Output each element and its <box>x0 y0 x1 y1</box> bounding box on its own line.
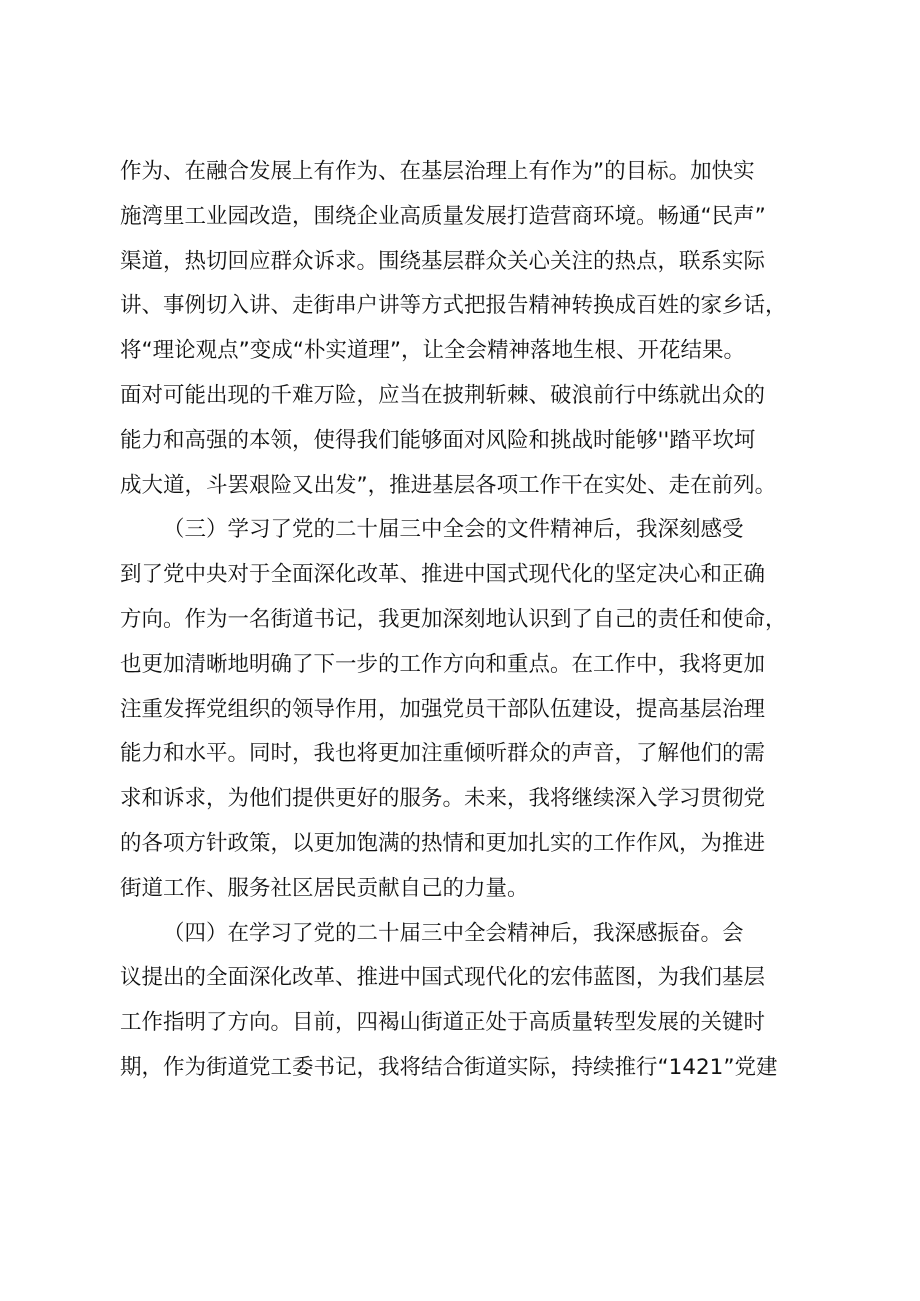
text-line: 议提出的全面深化改革、推进中国式现代化的宏伟蓝图，为我们基层 <box>120 965 766 991</box>
text-line: 面对可能出现的千难万险，应当在披荆斩棘、破浪前行中练就出众的 <box>120 382 766 408</box>
text-line: 渠道，热切回应群众诉求。围绕基层群众关心关注的热点，联系实际 <box>120 248 766 274</box>
text-line: 的各项方针政策，以更加饱满的热情和更加扎实的工作作风，为推进 <box>120 830 766 856</box>
text-line: 施湾里工业园改造，围绕企业高质量发展打造营商环境。畅通“民声” <box>120 203 766 229</box>
text-line: 注重发挥党组织的领导作用，加强党员干部队伍建设，提高基层治理 <box>120 696 766 722</box>
text-line: 讲、事例切入讲、走街串户讲等方式把报告精神转换成百姓的家乡话， <box>120 293 787 319</box>
text-line: 到了党中央对于全面深化改革、推进中国式现代化的坚定决心和正确 <box>120 562 766 588</box>
text-line: 成大道，斗罢艰险又出发”，推进基层各项工作干在实处、走在前列。 <box>120 472 777 498</box>
paragraph-start-line: （三）学习了党的二十届三中全会的文件精神后，我深刻感受 <box>163 517 744 543</box>
text-line: 期，作为街道党工委书记，我将结合街道实际，持续推行“1421”党建 <box>120 1054 778 1080</box>
text-line: 能力和水平。同时，我也将更加注重倾听群众的声音，了解他们的需 <box>120 741 766 767</box>
text-line: 方向。作为一名街道书记，我更加深刻地认识到了自己的责任和使命， <box>120 606 787 632</box>
text-line: 也更加清晰地明确了下一步的工作方向和重点。在工作中，我将更加 <box>120 651 766 677</box>
document-body <box>120 150 810 1091</box>
text-line: 工作指明了方向。目前，四褐山街道正处于高质量转型发展的关键时 <box>120 1010 766 1036</box>
text-line: 能力和高强的本领，使得我们能够面对风险和挑战时能够''踏平坎坷 <box>120 427 756 453</box>
text-line: 街道工作、服务社区居民贡献自己的力量。 <box>120 875 529 901</box>
paragraph-start-line: （四）在学习了党的二十届三中全会精神后，我深感振奋。会 <box>163 920 744 946</box>
text-line: 求和诉求，为他们提供更好的服务。未来，我将继续深入学习贯彻党 <box>120 786 766 812</box>
text-line: 作为、在融合发展上有作为、在基层治理上有作为”的目标。加快实 <box>120 159 755 184</box>
text-line: 将“理论观点”变成“朴实道理”，让全会精神落地生根、开花结果。 <box>120 338 746 364</box>
